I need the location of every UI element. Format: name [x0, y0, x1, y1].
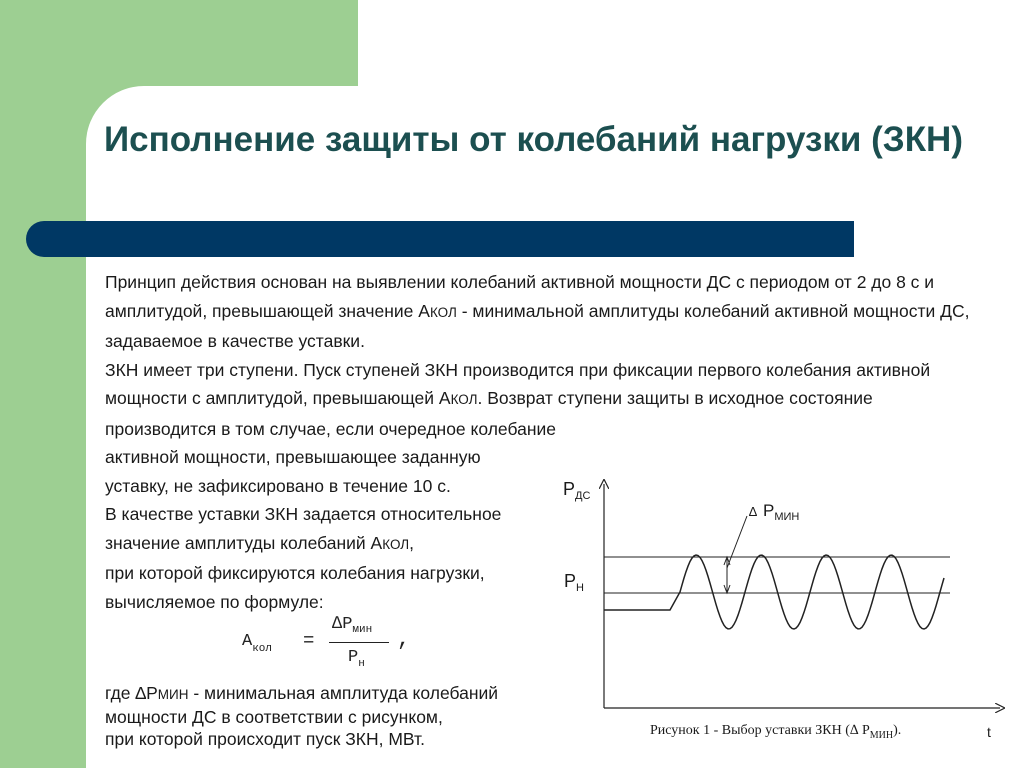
text-line: В качестве уставки ЗКН задается относительное — [105, 504, 502, 524]
text-line: уставку, не зафиксировано в течение 10 с. — [105, 475, 451, 496]
pmin-label: ∆ $P_{МИН}$ — [749, 501, 800, 523]
formula-denominator: $P_н$ — [348, 648, 365, 670]
text-line: при которой происходит пуск ЗКН, МВт. — [105, 729, 425, 749]
title-underline-bar — [26, 221, 854, 257]
x-axis-label: t — [987, 724, 991, 740]
slide-title: Исполнение защиты от колебаний нагрузки (ЗКН) — [104, 120, 963, 159]
formula-lhs: $A_{кол}$ — [242, 632, 273, 655]
text-line: при которой фиксируются колебания нагрузки, — [105, 563, 485, 583]
text-line: активной мощности, превышающее заданную — [105, 447, 481, 467]
text-line: значение амплитуды колебаний АКОЛ, — [105, 532, 415, 553]
formula-comma: , — [397, 627, 411, 652]
text-line: мощности ДС в соответствии с рисунком, — [105, 707, 443, 727]
paragraph-stages: ЗКН имеет три ступени. Пуск ступеней ЗКН производится при фиксации первого колебания активной мощности с амплитудой, превышающей АКОЛ. Возврат ступени защиты в исходное состояние производится в том случае, если очередное колебание — [105, 359, 931, 439]
fraction-line — [329, 642, 389, 643]
decor-green-strip — [0, 86, 86, 768]
paragraph-principle: Принцип действия основан на выявлении колебаний активной мощности ДС с периодом от 2 до 8 с и амплитудой, превышающей значение АКОЛ - минимальной амплитуды колебаний активной мощности ДС, задаваемое в качестве уставки. — [105, 272, 970, 351]
definition-text — [105, 682, 575, 750]
pn-label: $P_Н$ — [564, 571, 584, 594]
formula-akol — [240, 615, 420, 675]
figure-oscillation — [540, 470, 1024, 768]
formula-equals: = — [303, 630, 315, 652]
y-axis-label: $P_{ДС}$ — [563, 479, 591, 502]
text-line: вычисляемое по формуле: — [105, 591, 324, 612]
signal-curve — [604, 555, 944, 629]
formula-numerator: $\Delta P_{мин}$ — [332, 615, 373, 636]
delta-pointer — [727, 516, 747, 568]
figure-caption: Рисунок 1 - Выбор уставки ЗКН (∆ $P_{МИН}$). — [650, 723, 902, 741]
text-line: где ∆PМИН - минимальная амплитуда колебаний — [105, 683, 499, 703]
